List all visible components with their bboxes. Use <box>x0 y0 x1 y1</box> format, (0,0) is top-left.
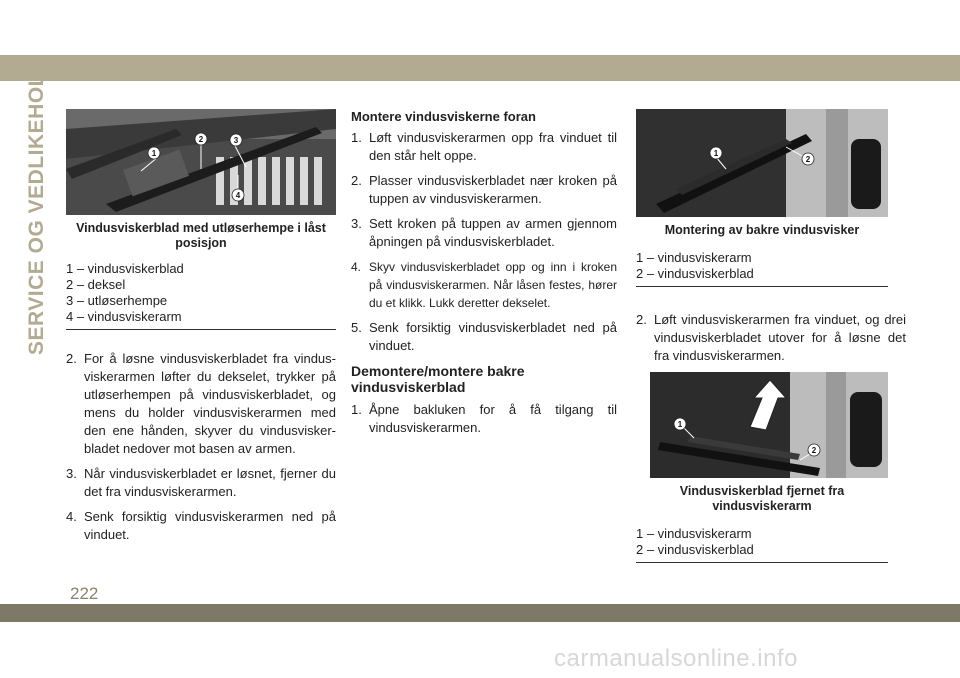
step-text: For å løsne vindusviskerbladet fra vindus-viskerarmen løfter du dekselet, trykker på utløserhempen på vindusviskerbladet, og mens du holder vindusviskerarmen med den ene hånden, skyver du vindusvisker-bladet nedover mot basen av armen. <box>84 351 336 456</box>
figure-rear-wiper-install <box>636 109 888 217</box>
step-item <box>351 172 617 208</box>
legend-item: 4 – vindusviskerarm <box>66 309 182 324</box>
step-text: Når vindusviskerbladet er løsnet, fjerner du det fra vindusviskerarmen. <box>84 466 336 499</box>
step-list <box>351 129 617 355</box>
step-number: 1. <box>351 402 362 417</box>
step-text: Sett kroken på tuppen av armen gjennom åpningen på vindusviskerbladet. <box>369 216 617 249</box>
step-list <box>66 350 336 544</box>
legend-item: 1 – vindusviskerarm <box>636 526 752 541</box>
step-item <box>351 319 617 355</box>
step-text: Plasser vindusviskerbladet nær kroken på tuppen av vindusviskerarmen. <box>369 173 617 206</box>
step-number: 2. <box>66 351 77 366</box>
figure-legend <box>66 261 336 330</box>
page-number: 222 <box>70 584 99 603</box>
figure-caption: Montering av bakre vindusvisker <box>664 223 860 237</box>
step-item <box>66 465 336 501</box>
figure-caption: Vindusviskerblad fjernet fra vindusviskerarm <box>679 484 845 513</box>
header-band <box>0 55 960 81</box>
step-text: Åpne bakluken for å få tilgang til vindusviskerarmen. <box>369 402 617 435</box>
step-item <box>351 258 617 312</box>
watermark: carmanualsonline.info <box>554 645 798 672</box>
callout-2: 2 <box>198 135 204 144</box>
step-text: Løft vindusviskerarmen fra vinduet, og drei vindusviskerbladet utover for å løsne det fra vindusviskerarmen. <box>654 312 906 363</box>
column-middle <box>351 109 617 444</box>
step-item <box>351 401 617 437</box>
step-number: 1. <box>351 130 362 145</box>
figure-legend <box>636 526 888 563</box>
callout-2: 2 <box>811 446 817 455</box>
step-number: 2. <box>636 312 647 327</box>
section-side-title: SERVICE OG VEDLIKEHOLD <box>25 57 48 355</box>
legend-item: 3 – utløserhempe <box>66 293 168 308</box>
step-text: Skyv vindusviskerbladet opp og inn i kroken på vindusviskerarmen. Når låsen festes, hører du et klikk. Lukk deretter dekselet. <box>369 260 617 310</box>
callout-2: 2 <box>805 155 811 164</box>
figure-legend <box>636 250 888 287</box>
step-item <box>66 508 336 544</box>
footer-band <box>0 604 960 622</box>
step-list <box>351 401 617 437</box>
legend-item: 2 – vindusviskerblad <box>636 542 754 557</box>
callout-3: 3 <box>233 136 239 145</box>
figure-rear-wiper-removed <box>650 372 888 478</box>
figure-front-wiper-locked <box>66 109 336 215</box>
step-text: Senk forsiktig vindusviskerarmen ned på vinduet. <box>84 509 336 542</box>
legend-item: 2 – deksel <box>66 277 126 292</box>
step-item <box>351 215 617 251</box>
step-item <box>66 350 336 458</box>
callout-1: 1 <box>677 420 683 429</box>
step-number: 2. <box>351 173 362 188</box>
section-heading-front: Montere vindusviskerne foran <box>351 109 536 124</box>
callout-1: 1 <box>713 149 719 158</box>
step-number: 3. <box>351 216 362 231</box>
step-item <box>636 311 906 365</box>
legend-item: 1 – vindusviskerblad <box>66 261 184 276</box>
step-text: Løft vindusviskerarmen opp fra vinduet til den står helt oppe. <box>369 130 617 163</box>
callout-1: 1 <box>151 149 157 158</box>
step-number: 4. <box>351 260 362 274</box>
legend-item: 2 – vindusviskerblad <box>636 266 754 281</box>
rear-wiper-removed-photo <box>650 372 888 478</box>
step-number: 5. <box>351 320 362 335</box>
step-item <box>351 129 617 165</box>
front-wiper-photo <box>66 109 336 215</box>
column-left <box>66 109 336 551</box>
section-heading-rear: Demontere/montere bakre vindusviskerblad <box>351 363 525 395</box>
step-number: 4. <box>66 509 77 524</box>
step-number: 3. <box>66 466 77 481</box>
step-text: Senk forsiktig vindusviskerbladet ned på vinduet. <box>369 320 617 353</box>
legend-item: 1 – vindusviskerarm <box>636 250 752 265</box>
figure-caption: Vindusviskerblad med utløserhempe i låst posisjon <box>76 221 326 250</box>
rear-wiper-photo <box>636 109 888 217</box>
callout-4: 4 <box>235 191 241 200</box>
column-right <box>636 109 906 563</box>
